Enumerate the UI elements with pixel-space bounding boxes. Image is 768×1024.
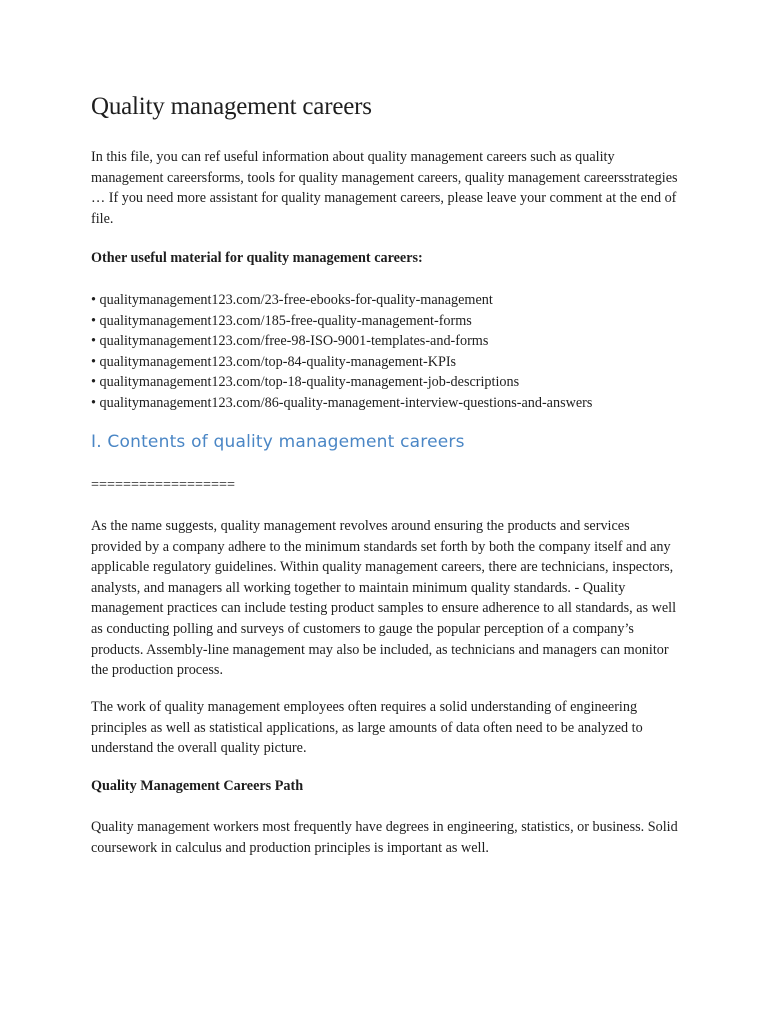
useful-links-list [91,290,592,414]
link-item: • qualitymanagement123.com/185-free-quality-management-forms [91,312,472,329]
careers-path-heading: Quality Management Careers Path [91,778,304,794]
section-heading: I. Contents of quality management careers [91,432,465,452]
link-item: • qualitymanagement123.com/free-98-ISO-9001-templates-and-forms [91,333,489,350]
page-title: Quality management careers [91,93,372,120]
other-material-heading: Other useful material for quality management careers: [91,250,423,266]
body-paragraph-3: Quality management workers most frequently have degrees in engineering, statistics, or business. Solid coursework in calculus and production principles is important as well. [91,819,678,856]
link-item: • qualitymanagement123.com/86-quality-management-interview-questions-and-answers [91,394,593,411]
link-item: • qualitymanagement123.com/top-18-quality-management-job-descriptions [91,374,520,391]
intro-paragraph: In this file, you can ref useful information about quality management careers such as quality management careersforms, tools for quality management careers, quality management careersstrategies … If you need more assistant for quality management careers, please leave your comment at the end of file. [91,149,678,227]
body-paragraph-1: As the name suggests, quality management revolves around ensuring the products and services provided by a company adhere to the minimum standards set forth by both the company itself and any applicable regulatory guidelines. Within quality management careers, there are technicians, inspectors, analysts, and managers all working together to maintain minimum quality standards. - Quality management practices can include testing product samples to ensure adherence to all standards, as well as conducting polling and surveys of customers to gauge the popular perception of a company’s products. Assembly-line management may also be included, as technicians and managers can monitor the production process. [91,518,677,679]
body-paragraph-2: The work of quality management employees often requires a solid understanding of engineering principles as well as statistical applications, as large amounts of data often need to be analyzed to understand the overall quality picture. [91,699,643,757]
link-item: • qualitymanagement123.com/23-free-ebooks-for-quality-management [91,292,493,308]
divider-line: ================== [91,477,236,493]
link-item: • qualitymanagement123.com/top-84-quality-management-KPIs [91,353,457,370]
